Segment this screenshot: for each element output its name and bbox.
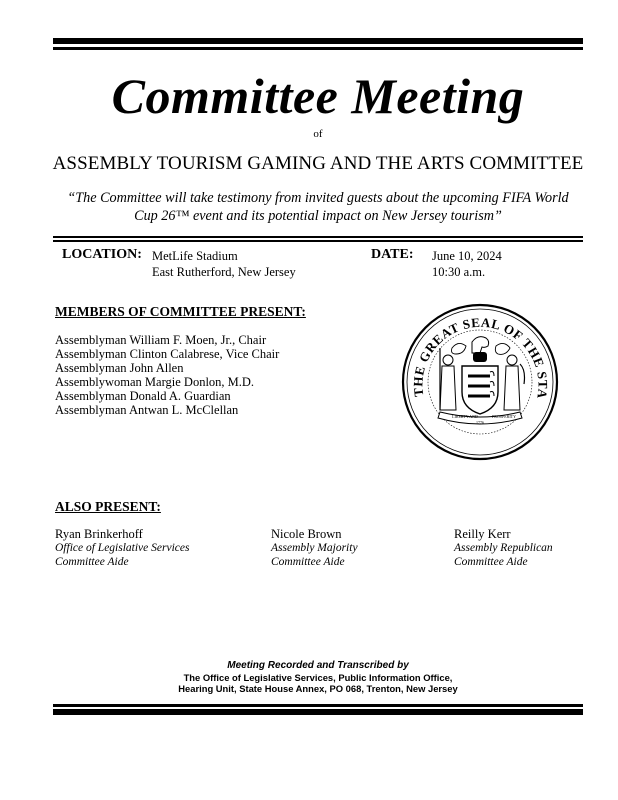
description-line-1: “The Committee will take testimony from invited guests about the upcoming FIFA World bbox=[67, 190, 569, 206]
location-line-2: East Rutherford, New Jersey bbox=[152, 265, 296, 279]
description-line-2: Cup 26™ event and its potential impact on New Jersey tourism” bbox=[134, 208, 502, 224]
shield bbox=[462, 366, 498, 414]
member-item: Assemblyman Donald A. Guardian bbox=[55, 389, 231, 404]
seal-banner-right-text: PROSPERITY bbox=[492, 414, 517, 419]
person-name: Nicole Brown bbox=[271, 527, 342, 541]
person-name: Ryan Brinkerhoff bbox=[55, 527, 143, 541]
location-label: LOCATION: bbox=[62, 247, 142, 262]
location-line-1: MetLife Stadium bbox=[152, 249, 238, 263]
great-seal-of-new-jersey-icon bbox=[400, 302, 560, 462]
member-item: Assemblywoman Margie Donlon, M.D. bbox=[55, 375, 255, 390]
top-thin-rule bbox=[53, 47, 583, 50]
helmet bbox=[473, 352, 487, 362]
also-present-person bbox=[55, 527, 189, 569]
seal-year-text: 1776 bbox=[476, 420, 484, 425]
transcription-footer bbox=[0, 660, 618, 695]
members-list bbox=[55, 333, 279, 418]
footer-line-2: The Office of Legislative Services, Public Information Office, bbox=[183, 671, 453, 683]
person-role-line-1: Office of Legislative Services bbox=[55, 542, 190, 554]
document-title: Committee Meeting bbox=[111, 68, 525, 124]
also-present-person bbox=[271, 527, 358, 569]
meeting-time: 10:30 a.m. bbox=[432, 265, 486, 279]
member-item: Assemblyman Clinton Calabrese, Vice Chair bbox=[55, 347, 280, 362]
person-role-line-2: Committee Aide bbox=[271, 556, 345, 568]
location-value bbox=[152, 248, 296, 280]
also-present-heading: ALSO PRESENT: bbox=[55, 499, 161, 514]
seal-ring-text: THE GREAT SEAL OF THE STA bbox=[410, 314, 551, 400]
also-present-person bbox=[454, 527, 553, 569]
members-heading: MEMBERS OF COMMITTEE PRESENT: bbox=[55, 304, 306, 319]
committee-name: ASSEMBLY TOURISM GAMING AND THE ARTS COMMITTEE bbox=[52, 153, 584, 174]
person-role-line-1: Assembly Republican bbox=[454, 542, 553, 554]
bottom-thick-rule bbox=[53, 709, 583, 715]
mid-rule-lower bbox=[53, 240, 583, 242]
member-item: Assemblyman William F. Moen, Jr., Chair bbox=[55, 333, 267, 347]
mid-rule-upper bbox=[53, 236, 583, 238]
of-label: of bbox=[313, 128, 323, 140]
meeting-description bbox=[60, 189, 576, 225]
date-value bbox=[432, 248, 502, 280]
bottom-thin-rule bbox=[53, 704, 583, 707]
seal-banner-left-text: LIBERTY AND bbox=[452, 414, 478, 419]
footer-line-1: Meeting Recorded and Transcribed by bbox=[227, 660, 409, 671]
member-item: Assemblyman John Allen bbox=[55, 361, 184, 376]
top-thick-rule bbox=[53, 38, 583, 44]
person-role-line-2: Committee Aide bbox=[454, 556, 528, 568]
footer-line-3: Hearing Unit, State House Annex, PO 068, Trenton, New Jersey bbox=[178, 683, 458, 694]
member-item: Assemblyman Antwan L. McClellan bbox=[55, 403, 239, 418]
person-role-line-2: Committee Aide bbox=[55, 556, 129, 568]
person-name: Reilly Kerr bbox=[454, 527, 511, 541]
meeting-date: June 10, 2024 bbox=[432, 249, 502, 263]
person-role-line-1: Assembly Majority bbox=[271, 542, 358, 554]
date-label: DATE: bbox=[371, 247, 414, 262]
